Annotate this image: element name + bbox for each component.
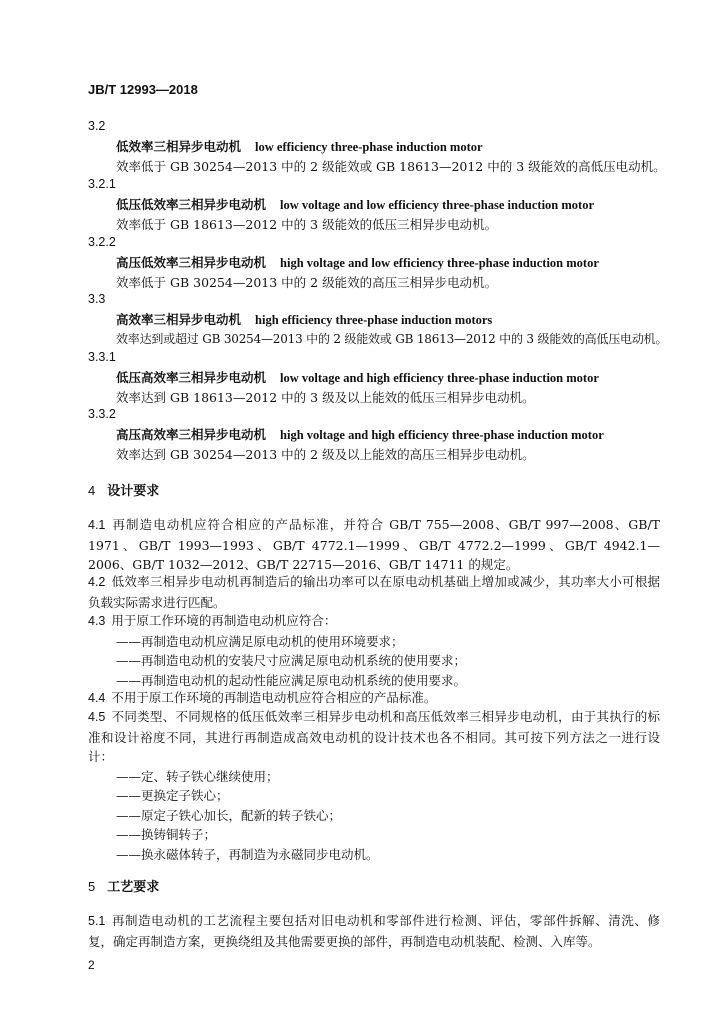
- term-en: low efficiency three-phase induction motor: [255, 139, 483, 154]
- clause-text: 不同类型、不同规格的低压低效率三相异步电动机和高压低效率三相异步电动机，由于其执行的标准和设计裕度不同，其进行再制造成高效电动机的设计技术也各不相同。其可按下列方法之一进行设计：: [88, 709, 660, 764]
- clause-number: 4.3: [88, 614, 106, 628]
- term-definition: 效率低于 GB 18613—2012 中的 3 级能效的低压三相异步电动机。: [116, 217, 498, 232]
- term-block-3-2-1: [88, 175, 660, 235]
- term-definition: 效率低于 GB 30254—2013 中的 2 级能效的高压三相异步电动机。: [116, 275, 498, 290]
- clause-number: 4.1: [88, 518, 106, 532]
- clause-4-1: [88, 515, 660, 575]
- term-number: 3.2.1: [88, 177, 116, 191]
- clause-5-1: [88, 911, 660, 951]
- term-en: low voltage and high efficiency three-phase induction motor: [280, 370, 599, 385]
- clause-number: 4.2: [88, 575, 106, 589]
- term-block-3-2: [88, 117, 666, 177]
- term-definition: 效率达到 GB 30254—2013 中的 2 级及以上能效的高压三相异步电动机。: [116, 447, 535, 462]
- term-number: 3.2.2: [88, 235, 116, 249]
- standard-id-header: JB/T 12993—2018: [88, 82, 198, 97]
- list-item: ——再制造电动机应满足原电动机的使用环境要求；: [116, 633, 404, 649]
- term-title: [88, 195, 660, 216]
- term-number: 3.2: [88, 119, 106, 133]
- list-item: ——更换定子铁心；: [116, 788, 229, 803]
- term-zh: 低压高效率三相异步电动机: [116, 369, 267, 385]
- list-item: ——原定子铁心加长，配新的转子铁心；: [116, 807, 342, 823]
- term-title: [88, 425, 660, 446]
- clause-number: 4.4: [88, 691, 106, 705]
- term-number: 3.3.1: [88, 350, 116, 364]
- term-number: 3.3.2: [88, 407, 116, 421]
- term-en: high voltage and low efficiency three-phase induction motor: [280, 255, 599, 270]
- term-title: [88, 368, 660, 389]
- section-4-heading: [88, 481, 660, 502]
- term-zh: 高压低效率三相异步电动机: [116, 254, 267, 270]
- section-number: 4: [88, 483, 96, 498]
- term-zh: 高压高效率三相异步电动机: [116, 426, 267, 442]
- list-item: ——再制造电动机的安装尺寸应满足原电动机系统的使用要求；: [116, 653, 467, 668]
- term-block-3-3: [88, 290, 668, 350]
- clause-number: 4.5: [88, 710, 106, 724]
- term-title: [88, 137, 660, 158]
- clause-lead: [88, 611, 660, 632]
- clause-lead: [88, 707, 660, 767]
- section-title: 设计要求: [107, 484, 160, 499]
- clause-text: 不用于原工作环境的再制造电动机应符合相应的产品标准。: [111, 690, 437, 705]
- clause-text: 用于原工作环境的再制造电动机应符合：: [111, 613, 337, 628]
- term-en: low voltage and low efficiency three-phase induction motor: [280, 197, 594, 212]
- list-item: ——定、转子铁心继续使用；: [116, 768, 279, 784]
- clause-text: 低效率三相异步电动机再制造后的输出功率可以在原电动机基础上增加或减少，其功率大小可根据负载实际需求进行匹配。: [88, 574, 660, 610]
- term-title: [88, 310, 660, 331]
- clause-4-4: [88, 688, 660, 709]
- list-item: ——换永磁体转子，再制造为永磁同步电动机。: [116, 846, 379, 862]
- clause-4-3: [88, 611, 660, 690]
- section-title: 工艺要求: [107, 880, 160, 895]
- term-title: [88, 253, 660, 274]
- term-block-3-2-2: [88, 233, 660, 293]
- term-zh: 高效率三相异步电动机: [116, 311, 242, 327]
- term-definition: 效率低于 GB 30254—2013 中的 2 级能效或 GB 18613—2012 中的 3 级能效的高低压电动机。: [116, 159, 666, 174]
- term-block-3-3-1: [88, 348, 660, 408]
- clause-4-2: [88, 572, 660, 612]
- term-en: high efficiency three-phase induction motors: [255, 312, 493, 327]
- term-zh: 低压低效率三相异步电动机: [116, 196, 267, 212]
- term-zh: 低效率三相异步电动机: [116, 138, 242, 154]
- clause-text: 再制造电动机应符合相应的产品标准，并符合 GB/T 755—2008、GB/T 997—2008、GB/T 1971、GB/T 1993—1993、GB/T 4772.1—1999、GB/T 4772.2—1999、GB/T 4942.1—2006、GB/T 1032—2012、GB/T 22715—2016、GB/T 14711 的规定。: [88, 517, 660, 572]
- term-definition: 效率达到 GB 18613—2012 中的 3 级及以上能效的低压三相异步电动机。: [116, 390, 535, 405]
- section-number: 5: [88, 879, 96, 894]
- term-number: 3.3: [88, 292, 106, 306]
- clause-4-5: [88, 707, 660, 864]
- list-item: ——再制造电动机的起动性能应满足原电动机系统的使用要求。: [116, 672, 467, 688]
- section-5-heading: [88, 877, 660, 898]
- list-item: ——换铸铜转子；: [116, 827, 217, 842]
- term-block-3-3-2: [88, 405, 660, 465]
- clause-text: 再制造电动机的工艺流程主要包括对旧电动机和零部件进行检测、评估，零部件拆解、清洗、修复，确定再制造方案，更换绕组及其他需要更换的部件，再制造电动机装配、检测、入库等。: [88, 913, 660, 949]
- term-en: high voltage and high efficiency three-phase induction motor: [280, 427, 604, 442]
- term-definition: 效率达到或超过 GB 30254—2013 中的 2 级能效或 GB 18613—2012 中的 3 级能效的高低压电动机。: [116, 332, 668, 346]
- page-number: 2: [88, 958, 95, 972]
- clause-number: 5.1: [88, 914, 106, 928]
